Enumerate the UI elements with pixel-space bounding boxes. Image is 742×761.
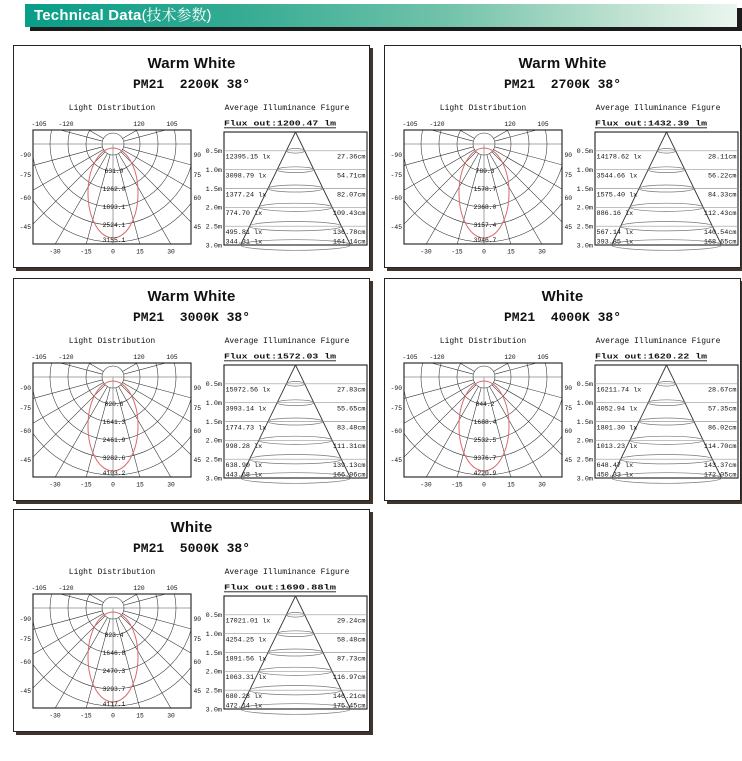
angle-label: 60 (193, 428, 202, 435)
ring-value: 2524.1 (102, 222, 126, 229)
illuminance-caption: Average Illuminance Figure (224, 568, 350, 577)
angle-label: -75 (390, 172, 402, 179)
ring-value: 3282.6 (102, 455, 126, 462)
ring-value: 789.3 (475, 168, 495, 175)
average-illuminance-figure (204, 104, 370, 268)
lux-value: 1575.40 lx (596, 191, 638, 200)
distance-value: 164.14cm (332, 238, 366, 247)
light-distribution-figure (18, 104, 206, 268)
depth-label: 2.5m (576, 456, 593, 465)
light-distribution-figure (18, 568, 206, 732)
lux-value: 1801.30 lx (596, 424, 638, 433)
average-illuminance-figure (575, 337, 741, 501)
depth-label: 3.0m (576, 242, 593, 251)
depth-label: 3.0m (205, 475, 222, 484)
angle-label: -90 (390, 385, 402, 392)
lux-value: 1013.23 lx (596, 443, 638, 452)
light-distribution-caption: Light Distribution (68, 568, 156, 577)
header-title-en: Technical Data (34, 7, 142, 24)
lux-value: 4254.25 lx (225, 636, 267, 645)
angle-label: 90 (193, 152, 202, 159)
angle-label: -120 (58, 121, 74, 128)
flux-out-value: Flux out:1200.47 lm (224, 120, 337, 129)
depth-label: 0.5m (205, 148, 222, 157)
distance-value: 146.21cm (332, 693, 366, 701)
panel-subtitle: PM21 2700K 38° (503, 77, 622, 92)
angle-label: 30 (167, 481, 175, 489)
lux-value: 638.90 lx (225, 462, 263, 470)
angle-label: 60 (564, 428, 573, 435)
distance-value: 27.83cm (336, 386, 366, 395)
light-distribution-figure (18, 337, 206, 501)
angle-label: 120 (133, 121, 145, 128)
angle-label: -105 (402, 121, 418, 128)
angle-label: 75 (564, 405, 573, 412)
lux-value: 3544.66 lx (596, 172, 638, 181)
angle-label: -15 (80, 712, 92, 720)
average-illuminance-figure (575, 104, 741, 268)
ring-value: 1688.4 (473, 419, 497, 426)
ring-value: 3157.4 (473, 222, 497, 229)
lux-value: 567.14 lx (596, 229, 634, 237)
distance-value: 82.07cm (336, 191, 366, 200)
lux-value: 14178.62 lx (596, 153, 642, 162)
distance-value: 168.65cm (703, 238, 737, 247)
illuminance-caption: Average Illuminance Figure (224, 337, 350, 346)
ring-value: 844.2 (475, 401, 495, 408)
angle-label: 75 (564, 172, 573, 179)
ring-value: 1646.8 (102, 650, 126, 657)
ring-value: 4220.9 (473, 470, 497, 477)
angle-label: 120 (504, 121, 516, 128)
angle-label: 120 (133, 585, 145, 592)
ring-value: 3293.7 (102, 686, 126, 693)
angle-label: 90 (564, 152, 573, 159)
lux-value: 1063.31 lx (225, 674, 267, 683)
lux-value: 680.28 lx (225, 693, 263, 701)
angle-label: -75 (19, 172, 31, 179)
average-illuminance-figure (204, 337, 370, 501)
ring-value: 3946.7 (473, 237, 497, 244)
lux-value: 15972.56 lx (225, 386, 271, 395)
angle-label: 30 (538, 481, 546, 489)
distance-value: 139.13cm (332, 462, 366, 470)
angle-label: -30 (420, 481, 432, 489)
illuminance-caption: Average Illuminance Figure (224, 104, 350, 113)
angle-label: -30 (49, 712, 61, 720)
flux-out-value: Flux out:1572.03 lm (224, 353, 337, 362)
ring-value: 823.4 (104, 632, 124, 639)
panel-subtitle: PM21 4000K 38° (503, 310, 622, 325)
angle-label: -90 (19, 616, 31, 623)
distance-value: 116.97cm (332, 674, 366, 683)
ring-value: 1641.3 (102, 419, 126, 426)
light-distribution-figure (389, 104, 577, 268)
angle-label: 45 (564, 457, 573, 464)
angle-label: 90 (193, 616, 202, 623)
distance-value: 83.48cm (336, 424, 366, 433)
depth-label: 1.5m (205, 649, 222, 658)
panel-title: Warm White (147, 288, 236, 305)
angle-label: 0 (482, 481, 486, 489)
angle-label: 45 (193, 457, 202, 464)
distance-value: 86.02cm (707, 424, 737, 433)
angle-label: -90 (19, 385, 31, 392)
polar-chart-svg (389, 116, 577, 268)
depth-label: 2.0m (205, 437, 222, 446)
angle-label: -45 (390, 224, 402, 231)
lux-value: 774.70 lx (225, 210, 263, 219)
distance-value: 28.67cm (707, 386, 737, 395)
angle-label: -75 (390, 405, 402, 412)
ring-value: 3376.7 (473, 455, 497, 462)
angle-label: 105 (537, 121, 549, 128)
depth-label: 1.5m (205, 418, 222, 427)
depth-label: 2.0m (205, 668, 222, 677)
angle-label: 30 (167, 248, 175, 256)
technical-panel-5 (13, 509, 370, 732)
distance-value: 111.31cm (332, 443, 366, 452)
angle-label: -15 (451, 481, 463, 489)
depth-label: 2.0m (576, 437, 593, 446)
depth-label: 0.5m (576, 381, 593, 390)
distance-value: 55.65cm (336, 405, 366, 414)
angle-label: -90 (390, 152, 402, 159)
distance-value: 112.43cm (703, 210, 737, 219)
angle-label: -45 (19, 688, 31, 695)
flux-out-value: Flux out:1620.22 lm (595, 353, 708, 362)
distance-value: 175.45cm (332, 702, 366, 711)
lux-value: 17021.01 lx (225, 617, 271, 626)
angle-label: 45 (193, 688, 202, 695)
angle-label: 105 (166, 585, 178, 592)
distance-value: 166.96cm (332, 471, 366, 480)
angle-label: -60 (390, 428, 402, 435)
angle-label: 45 (193, 224, 202, 231)
panel-title: White (170, 519, 213, 536)
depth-label: 1.5m (576, 418, 593, 427)
angle-label: -105 (31, 121, 47, 128)
light-distribution-caption: Light Distribution (439, 104, 527, 113)
angle-label: 15 (136, 248, 144, 256)
angle-label: 15 (507, 481, 515, 489)
lux-value: 886.16 lx (596, 210, 634, 219)
depth-label: 1.0m (205, 400, 222, 408)
angle-label: -15 (80, 481, 92, 489)
angle-label: -105 (31, 585, 47, 592)
illuminance-caption: Average Illuminance Figure (595, 104, 721, 113)
depth-label: 1.0m (576, 400, 593, 408)
angle-label: -45 (390, 457, 402, 464)
lux-value: 495.81 lx (225, 229, 263, 237)
ring-value: 3155.1 (102, 237, 126, 244)
depth-label: 2.5m (205, 223, 222, 232)
lux-value: 450.33 lx (596, 471, 634, 480)
ring-value: 4117.1 (102, 701, 126, 708)
angle-label: 45 (564, 224, 573, 231)
angle-label: 60 (193, 195, 202, 202)
angle-label: -75 (19, 405, 31, 412)
angle-label: -105 (402, 354, 418, 361)
polar-chart-svg (18, 116, 206, 268)
angle-label: -60 (19, 195, 31, 202)
distance-value: 172.05cm (703, 471, 737, 480)
angle-label: 75 (193, 172, 202, 179)
ring-value: 631.0 (104, 168, 124, 175)
polar-chart-svg (389, 349, 577, 501)
panel-subtitle: PM21 5000K 38° (132, 541, 251, 556)
angle-label: 15 (507, 248, 515, 256)
panel-title: Warm White (147, 55, 236, 72)
lux-value: 3993.14 lx (225, 405, 267, 414)
distance-value: 58.48cm (336, 636, 366, 645)
ring-value: 2470.3 (102, 668, 126, 675)
distance-value: 28.11cm (707, 153, 737, 162)
angle-label: 0 (111, 248, 115, 256)
distance-value: 114.70cm (703, 443, 737, 452)
lux-value: 3098.79 lx (225, 172, 267, 181)
polar-chart-svg (18, 349, 206, 501)
lux-value: 998.28 lx (225, 443, 263, 452)
header-title-zh: (技术参数) (141, 7, 212, 24)
panel-subtitle: PM21 2200K 38° (132, 77, 251, 92)
technical-panel-2 (384, 45, 741, 268)
angle-label: -30 (49, 481, 61, 489)
panel-title: Warm White (518, 55, 607, 72)
depth-label: 1.5m (205, 185, 222, 194)
ring-value: 4103.2 (102, 470, 126, 477)
polar-chart-svg (18, 580, 206, 732)
angle-label: 0 (482, 248, 486, 256)
lux-value: 393.85 lx (596, 238, 634, 247)
lux-value: 4052.94 lx (596, 405, 638, 414)
distance-value: 27.36cm (336, 153, 366, 162)
angle-label: 120 (133, 354, 145, 361)
angle-label: 0 (111, 481, 115, 489)
ring-value: 2461.9 (102, 437, 126, 444)
distance-value: 84.33cm (707, 191, 737, 200)
distance-value: 109.43cm (332, 210, 366, 219)
angle-label: 60 (193, 659, 202, 666)
panel-subtitle: PM21 3000K 38° (132, 310, 251, 325)
distance-value: 87.73cm (336, 655, 366, 664)
depth-label: 3.0m (205, 706, 222, 715)
angle-label: -120 (429, 354, 445, 361)
angle-label: 90 (193, 385, 202, 392)
lux-value: 1774.73 lx (225, 424, 267, 433)
distance-value: 136.78cm (332, 229, 366, 237)
lux-value: 12395.15 lx (225, 153, 271, 162)
angle-label: 75 (193, 405, 202, 412)
distance-value: 56.22cm (707, 172, 737, 181)
angle-label: -15 (80, 248, 92, 256)
angle-label: -45 (19, 224, 31, 231)
ring-value: 1262.0 (102, 186, 126, 193)
light-distribution-caption: Light Distribution (439, 337, 527, 346)
illuminance-figure-svg (204, 580, 370, 732)
light-distribution-caption: Light Distribution (68, 104, 156, 113)
technical-data-header (25, 4, 737, 27)
distance-value: 54.71cm (336, 172, 366, 181)
light-distribution-figure (389, 337, 577, 501)
angle-label: 105 (537, 354, 549, 361)
angle-label: 90 (564, 385, 573, 392)
depth-label: 2.5m (205, 456, 222, 465)
illuminance-figure-svg (204, 116, 370, 268)
lux-value: 472.14 lx (225, 702, 263, 711)
lux-value: 344.31 lx (225, 238, 263, 247)
angle-label: -60 (390, 195, 402, 202)
angle-label: -120 (58, 354, 74, 361)
ring-value: 2368.0 (473, 204, 497, 211)
angle-label: 105 (166, 354, 178, 361)
distance-value: 143.37cm (703, 462, 737, 470)
depth-label: 2.5m (205, 687, 222, 696)
depth-label: 0.5m (205, 612, 222, 621)
depth-label: 2.0m (576, 204, 593, 213)
depth-label: 3.0m (205, 242, 222, 251)
angle-label: 60 (564, 195, 573, 202)
depth-label: 0.5m (205, 381, 222, 390)
depth-label: 2.5m (576, 223, 593, 232)
ring-value: 1578.7 (473, 186, 497, 193)
ring-value: 2532.5 (473, 437, 497, 444)
illuminance-caption: Average Illuminance Figure (595, 337, 721, 346)
depth-label: 1.0m (205, 167, 222, 175)
illuminance-figure-svg (575, 116, 741, 268)
angle-label: -30 (420, 248, 432, 256)
flux-out-value: Flux out:1432.39 lm (595, 120, 708, 129)
angle-label: -45 (19, 457, 31, 464)
ring-value: 1893.1 (102, 204, 126, 211)
lux-value: 648.47 lx (596, 462, 634, 470)
angle-label: 30 (167, 712, 175, 720)
lux-value: 1377.24 lx (225, 191, 267, 200)
panel-title: White (541, 288, 584, 305)
illuminance-figure-svg (204, 349, 370, 501)
depth-label: 1.5m (576, 185, 593, 194)
depth-label: 0.5m (576, 148, 593, 157)
technical-panel-3 (13, 278, 370, 501)
angle-label: 0 (111, 712, 115, 720)
angle-label: 15 (136, 481, 144, 489)
angle-label: -105 (31, 354, 47, 361)
angle-label: -90 (19, 152, 31, 159)
technical-panel-1 (13, 45, 370, 268)
angle-label: -60 (19, 659, 31, 666)
lux-value: 1891.56 lx (225, 655, 267, 664)
angle-label: 120 (504, 354, 516, 361)
angle-label: -120 (58, 585, 74, 592)
technical-panel-4 (384, 278, 741, 501)
flux-out-value: Flux out:1690.88lm (224, 584, 337, 593)
angle-label: 30 (538, 248, 546, 256)
illuminance-figure-svg (575, 349, 741, 501)
angle-label: 15 (136, 712, 144, 720)
distance-value: 57.35cm (707, 405, 737, 414)
light-distribution-caption: Light Distribution (68, 337, 156, 346)
depth-label: 3.0m (576, 475, 593, 484)
lux-value: 443.68 lx (225, 471, 263, 480)
distance-value: 29.24cm (336, 617, 366, 626)
angle-label: 105 (166, 121, 178, 128)
distance-value: 140.54cm (703, 229, 737, 237)
depth-label: 2.0m (205, 204, 222, 213)
average-illuminance-figure (204, 568, 370, 732)
depth-label: 1.0m (205, 631, 222, 639)
angle-label: -120 (429, 121, 445, 128)
angle-label: -75 (19, 636, 31, 643)
ring-value: 820.6 (104, 401, 124, 408)
lux-value: 16211.74 lx (596, 386, 642, 395)
angle-label: 75 (193, 636, 202, 643)
angle-label: -30 (49, 248, 61, 256)
depth-label: 1.0m (576, 167, 593, 175)
angle-label: -60 (19, 428, 31, 435)
angle-label: -15 (451, 248, 463, 256)
